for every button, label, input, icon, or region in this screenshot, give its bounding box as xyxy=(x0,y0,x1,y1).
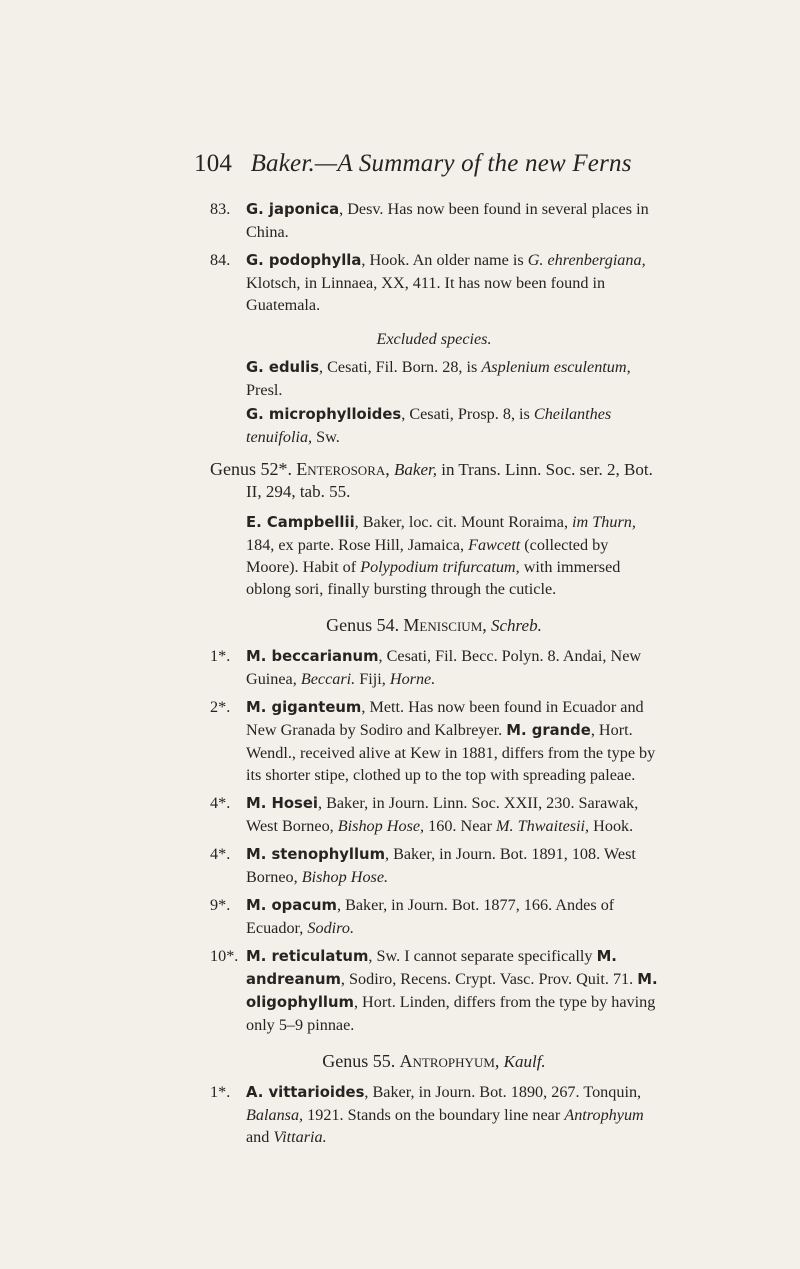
genus-heading xyxy=(210,614,658,637)
species-entry xyxy=(210,843,658,888)
italic-text: Beccari. xyxy=(300,670,356,688)
entry-text: , Baker, loc. cit. Mount Roraima, xyxy=(354,513,573,531)
entry-number: 1*. xyxy=(210,1083,231,1101)
excluded-entry xyxy=(210,356,658,401)
species-name: M. Hosei xyxy=(246,795,318,812)
italic-text: M. Thwaitesii, xyxy=(496,817,590,835)
species-entry xyxy=(210,645,658,690)
genus-name: Meniscium, xyxy=(403,615,487,635)
genus-citation: in Trans. Linn. Soc. ser. 2, Bot. II, 294, tab. 55. xyxy=(246,460,653,501)
running-header xyxy=(194,150,632,178)
species-name: M. reticulatum xyxy=(246,948,369,965)
species-entry xyxy=(210,198,658,243)
genus-author: Kaulf. xyxy=(503,1052,546,1071)
italic-text: Fawcett xyxy=(468,536,521,554)
genus-label: Genus 55. xyxy=(322,1051,396,1071)
entry-number: 4*. xyxy=(210,845,231,863)
species-name: M. stenophyllum xyxy=(246,846,385,863)
species-name: M. grande xyxy=(506,722,591,739)
entry-number: 83. xyxy=(210,200,231,218)
entry-text: , Cesati, Fil. Born. 28, is xyxy=(319,358,482,376)
italic-text: Bishop Hose, xyxy=(337,817,425,835)
genus-heading xyxy=(210,458,658,503)
species-name: A. vittarioides xyxy=(246,1084,365,1101)
species-entry xyxy=(210,511,658,600)
entry-number: 84. xyxy=(210,251,231,269)
italic-text: Horne. xyxy=(389,670,436,688)
entry-text: , Baker, in Journ. Bot. 1890, 267. Tonquin, xyxy=(364,1083,642,1101)
entry-text: (collected by Moore). Habit of xyxy=(246,536,609,576)
genus-name: Antrophyum, xyxy=(399,1051,500,1071)
excluded-species-heading: Excluded species. xyxy=(376,330,492,348)
entry-text: , Baker, in Journ. Bot. 1877, 166. Andes of Ecuador, xyxy=(246,896,615,937)
species-name: G. edulis xyxy=(246,359,320,376)
italic-text: Cheilanthes tenuifolia, xyxy=(246,405,612,446)
italic-text: Antrophyum xyxy=(564,1106,644,1124)
entry-text: 160. Near xyxy=(424,817,497,835)
entry-number: 1*. xyxy=(210,647,231,665)
entry-text: , Hort. Wendl., received alive at Kew in 1881, differs from the type by its shorter stipe, clothed up to the top with spreading paleae. xyxy=(246,721,656,784)
species-name: E. Campbellii xyxy=(246,514,355,531)
species-entry xyxy=(210,792,658,837)
species-entry xyxy=(210,894,658,939)
entry-text: Klotsch, in Linnaea, XX, 411. It has now been found in Guatemala. xyxy=(246,274,606,314)
species-name: M. oligophyllum xyxy=(246,971,658,1011)
entry-text: , Cesati, Prosp. 8, is xyxy=(401,405,534,423)
species-name: G. podophylla xyxy=(246,252,362,269)
entry-text: 1921. Stands on the boundary line near xyxy=(303,1106,565,1124)
genus-name: Enterosora, xyxy=(296,459,390,479)
genus-label: Genus 52*. xyxy=(210,459,292,479)
entry-text: , Desv. Has now been found in several places in China. xyxy=(246,200,649,241)
entry-text: , Baker, in Journ. Bot. 1891, 108. West Borneo, xyxy=(246,845,636,886)
species-name: G. japonica xyxy=(246,201,340,218)
entry-text: , Hort. Linden, differs from the type by having only 5–9 pinnae. xyxy=(246,993,656,1034)
entry-number: 2*. xyxy=(210,698,231,716)
species-entry xyxy=(210,1081,658,1148)
italic-text: Sodiro. xyxy=(307,919,354,937)
italic-text: G. ehrenbergiana, xyxy=(527,251,646,269)
excluded-entry xyxy=(210,403,658,448)
species-name: M. giganteum xyxy=(246,699,362,716)
entry-text: , Baker, in Journ. Linn. Soc. XXII, 230. Sarawak, West Borneo, xyxy=(246,794,639,835)
entry-text: with immersed oblong sori, finally bursting through the cuticle. xyxy=(246,558,621,598)
species-name: M. andreanum xyxy=(246,948,617,988)
running-title: Baker.—A Summary of the new Ferns xyxy=(250,150,632,177)
entry-number: 4*. xyxy=(210,794,231,812)
italic-text: im Thurn, xyxy=(572,513,636,531)
entry-text: and xyxy=(246,1128,274,1146)
genus-author: Baker, xyxy=(394,460,437,479)
genus-label: Genus 54. xyxy=(326,615,400,635)
italic-text: Polypodium trifurcatum, xyxy=(360,558,520,576)
species-entry xyxy=(210,249,658,316)
species-entry xyxy=(210,945,658,1036)
entry-text: , Hook. An older name is xyxy=(361,251,528,269)
species-name: M. beccarianum xyxy=(246,648,379,665)
italic-text: Bishop Hose. xyxy=(301,868,389,886)
entry-text: Sw. xyxy=(312,428,340,446)
entry-text: , Cesati, Fil. Becc. Polyn. 8. Andai, New Guinea, xyxy=(246,647,642,688)
italic-text: Asplenium esculentum, xyxy=(481,358,631,376)
entry-text: , Sodiro, Recens. Crypt. Vasc. Prov. Quit. 71. xyxy=(340,970,638,988)
page-number: 104 xyxy=(194,150,233,177)
entry-text: Hook. xyxy=(589,817,634,835)
entry-text: , Sw. I cannot separate specifically xyxy=(368,947,597,965)
entry-text: Presl. xyxy=(246,381,283,399)
species-entry xyxy=(210,696,658,786)
genus-author: Schreb. xyxy=(491,616,542,635)
italic-text: Balansa, xyxy=(246,1106,304,1124)
entry-number: 9*. xyxy=(210,896,231,914)
entry-text: Fiji, xyxy=(355,670,390,688)
species-name: M. opacum xyxy=(246,897,337,914)
entry-text: 184, ex parte. Rose Hill, Jamaica, xyxy=(246,536,469,554)
entry-text: , Mett. Has now been found in Ecuador and New Granada by Sodiro and Kalbreyer. xyxy=(246,698,644,739)
genus-heading xyxy=(210,1050,658,1073)
italic-text: Vittaria. xyxy=(273,1128,327,1146)
entry-number: 10*. xyxy=(210,947,239,965)
species-name: G. microphylloides xyxy=(246,406,402,423)
page-body xyxy=(210,198,658,1154)
